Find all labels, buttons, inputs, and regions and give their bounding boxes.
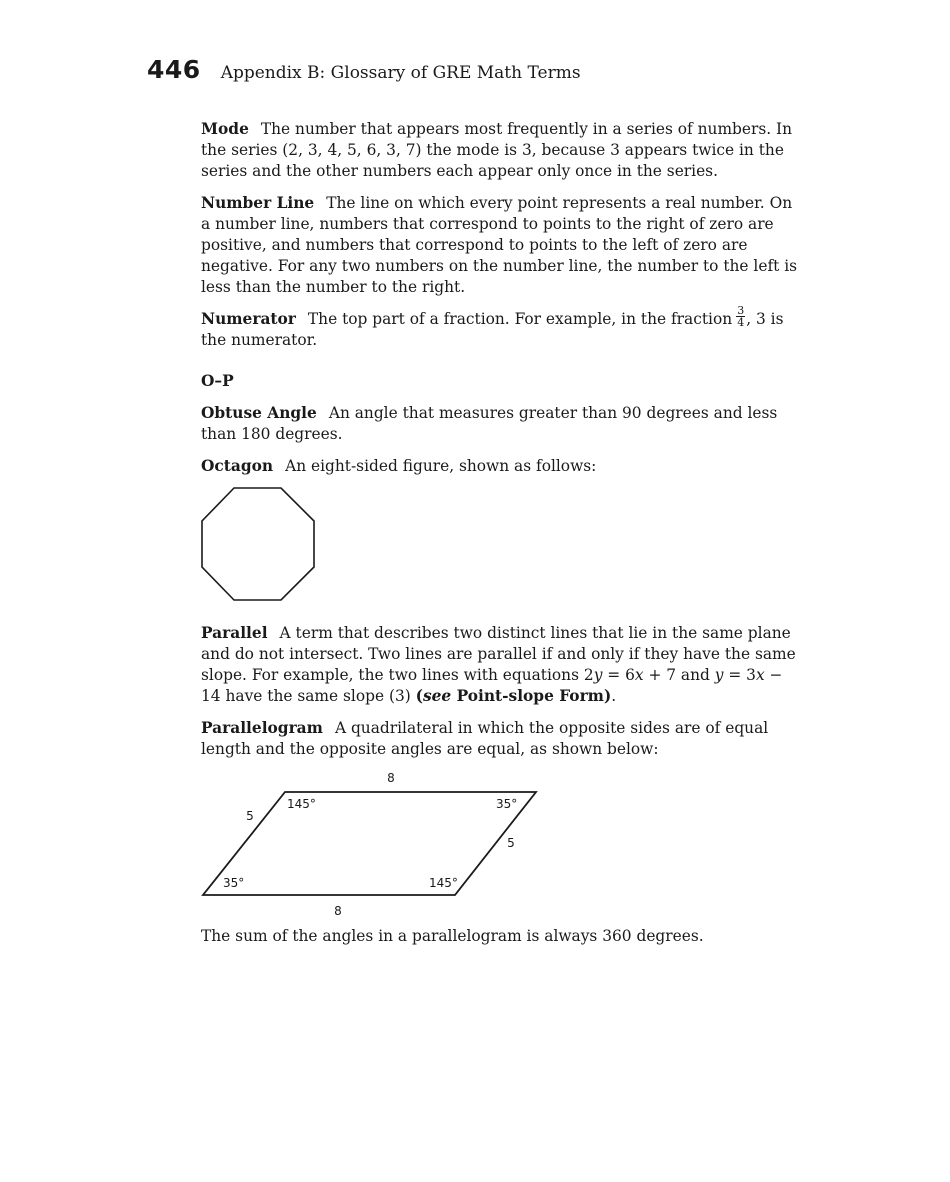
definition-part: = 3 [723,666,756,685]
definition-part: + 7 and [643,666,715,685]
cross-reference-open: ( [415,687,423,706]
entry-number-line [201,193,801,299]
term: Mode [201,120,249,138]
definition-part: A term that describes two distinct lines that lie in the same plane and do not intersect. Two lines are parallel if and only if they have the same slope. For example, the two lines with equations 2 [201,623,796,685]
term: Numerator [201,309,296,328]
label-bottom-side: 8 [334,904,342,919]
term: Parallel [201,623,268,642]
parallelogram-shape [203,792,536,895]
term: Parallelogram [201,718,323,737]
definition: An angle that measures greater than 90 degrees and less than 180 degrees. [201,404,778,444]
definition-end: , 3 is the numerator. [201,309,784,349]
entry-parallelogram [201,718,801,760]
cross-reference-target: Point-slope Form) [451,687,612,706]
fraction-numerator: 3 [737,304,745,318]
label-angle-top-right: 35° [496,797,518,812]
definition-part: = 6 [602,666,635,685]
entry-numerator [201,304,801,351]
term: Obtuse Angle [201,404,317,423]
label-top-side: 8 [387,771,395,786]
label-angle-top-left: 145° [287,797,316,812]
cross-reference-see: see [422,687,452,706]
entry-obtuse-angle [201,403,801,445]
running-head: Appendix B: Glossary of GRE Math Terms [220,63,581,83]
octagon-figure [201,487,801,601]
fraction-three-quarters [736,305,745,328]
definition: The number that appears most frequently in a series of numbers. In the series (2, 3, 4, 5, 6, 3, 7) the mode is 3, because 3 appears twice in the series and the other numbers each appear only once in the series. [201,120,793,181]
section-heading: O–P [201,372,234,391]
label-angle-bottom-right: 145° [429,876,458,891]
page-header [147,55,581,84]
label-angle-bottom-left: 35° [223,876,245,891]
parallelogram-figure [201,770,801,920]
definition-part: − 14 have the same slope (3) [201,666,783,706]
definition-end: . [611,687,617,706]
term: Octagon [201,456,274,475]
glossary-content [201,119,801,963]
variable-y: y [714,666,724,685]
entry-mode [201,119,801,183]
term: Number Line [201,193,315,212]
variable-x: x [755,666,765,685]
parallelogram-svg [201,770,541,920]
label-right-side: 5 [507,836,515,851]
octagon-shape [202,488,314,600]
variable-x: x [634,666,644,685]
definition: A quadrilateral in which the opposite sides are of equal length and the opposite angles are equal, as shown below: [201,718,769,758]
entry-octagon [201,456,801,477]
entry-parallel [201,623,801,708]
label-left-side: 5 [246,809,254,824]
fraction-denominator: 4 [737,316,745,330]
definition: The line on which every point represents a real number. On a number line, numbers that correspond to points to the right of zero are positive, and numbers that correspond to points to the left of zero are negative. For any two numbers on the number line, the number to the left is less than the number to the right. [201,193,798,297]
parallelogram-caption: The sum of the angles in a parallelogram is always 360 degrees. [201,927,704,946]
octagon-svg [201,487,315,601]
variable-y: y [593,666,603,685]
definition: The top part of a fraction. For example, in the fraction [307,309,733,328]
definition: An eight-sided figure, shown as follows: [285,456,597,475]
page-number: 446 [147,55,201,84]
